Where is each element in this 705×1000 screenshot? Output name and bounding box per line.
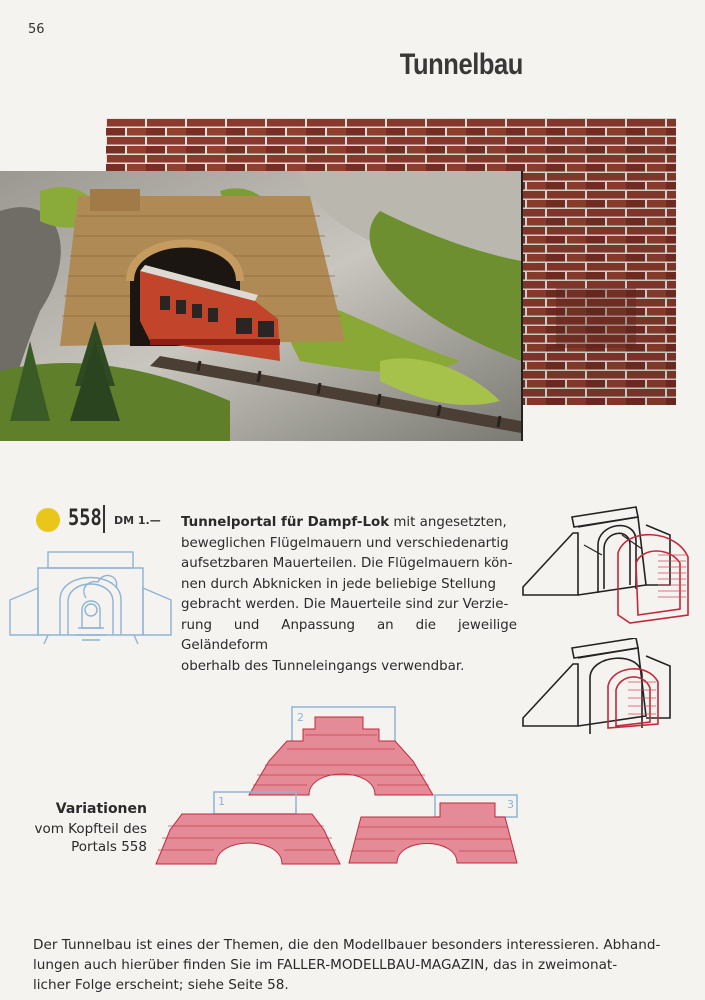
portal-diagram-open [518, 505, 698, 625]
variation-1-image [152, 790, 347, 868]
product-price: DM 1.— [114, 514, 161, 527]
variations-heading: Variationen [55, 801, 147, 817]
variations-caption-line-1: vom Kopfteil des [34, 821, 147, 837]
footer-line-3: licher Folge erscheint; siehe Seite 58. [33, 977, 289, 993]
variation-2-image [245, 705, 440, 800]
description-line-7: oberhalb des Tunneleingangs verwendbar. [181, 658, 465, 674]
description-line-6: rung und Anpassung an die jeweilige Geländeform [181, 617, 517, 653]
product-description [181, 513, 517, 677]
variation-3-label: 3 [507, 798, 514, 811]
number-divider [103, 505, 105, 533]
footer-paragraph [33, 935, 673, 995]
product-sketch-icon [8, 540, 173, 645]
description-line-1: mit angesetzten, [389, 515, 507, 530]
description-line-3: aufsetzbaren Mauerteilen. Die Flügelmauern kön- [181, 556, 513, 571]
description-line-5: gebracht werden. Die Mauerteile sind zur Verzie- [181, 597, 509, 612]
footer-line-2: lungen auch hierüber finden Sie im FALLER-MODELLBAU-MAGAZIN, das in zweimonat- [33, 957, 618, 973]
variation-1-label: 1 [218, 795, 225, 808]
description-line-2: beweglichen Flügelmauern und verschiedenartig [181, 535, 509, 551]
page-number: 56 [28, 22, 45, 37]
page-title: Tunnelbau [399, 48, 523, 81]
footer-line-1: Der Tunnelbau ist eines der Themen, die den Modellbauer besonders interessieren. Abhand- [33, 937, 661, 953]
tunnel-photo [0, 171, 523, 441]
variation-2-label: 2 [297, 711, 304, 724]
product-color-dot [36, 508, 60, 532]
portal-diagram-assembled [518, 638, 698, 748]
variations-caption [7, 820, 147, 856]
article-number: 558 [68, 506, 102, 531]
product-name: Tunnelportal für Dampf-Lok [181, 515, 390, 530]
variation-3-image [345, 793, 525, 868]
description-line-4: nen durch Abknicken in jede beliebige Stellung [181, 576, 496, 592]
variations-caption-line-2: Portals 558 [71, 839, 147, 855]
